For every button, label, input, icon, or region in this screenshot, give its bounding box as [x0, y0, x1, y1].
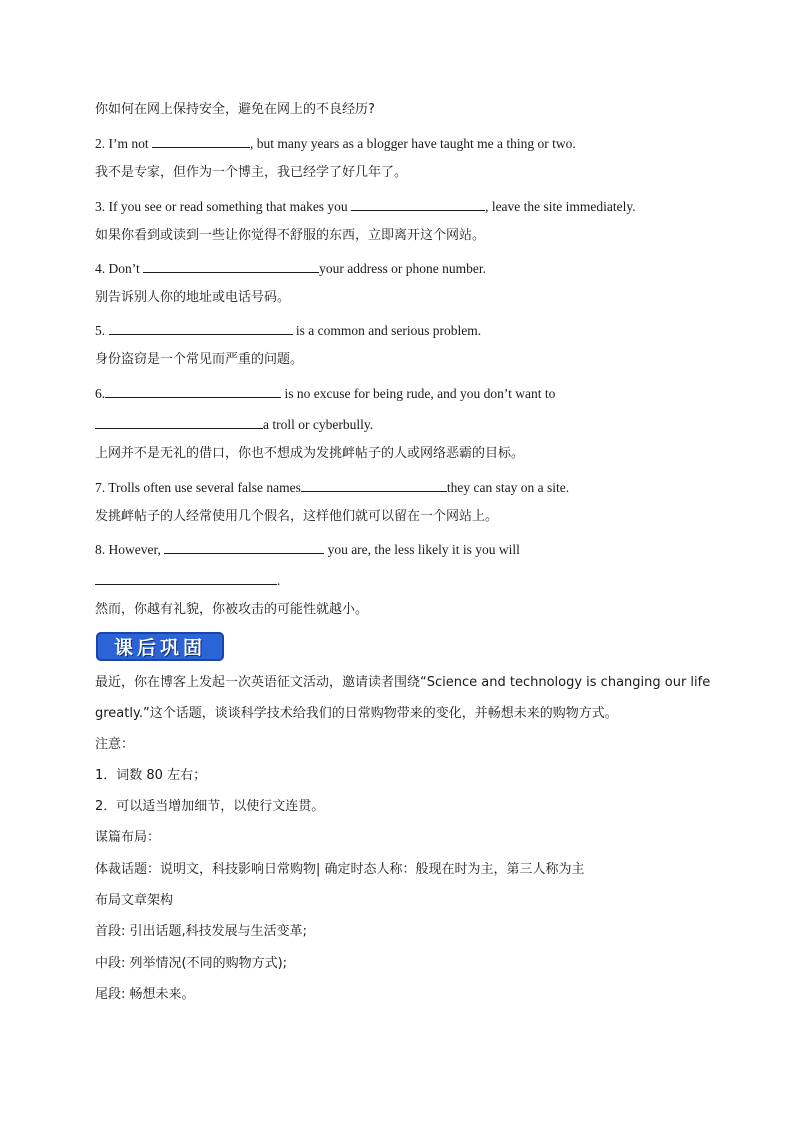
layout-label: 谋篇布局： — [95, 830, 161, 845]
item-6-sentence-line2 — [95, 414, 373, 434]
item-2-translation: 我不是专家，但作为一个博主，我已经学了好几年了。 — [95, 165, 408, 180]
item-number: 2. — [95, 136, 106, 151]
item-8-translation: 然而，你越有礼貌，你被攻击的可能性就越小。 — [95, 602, 369, 617]
item-number: 8. — [95, 542, 106, 557]
task-prompt-line2: greatly.”这个话题，谈谈科学技术给我们的日常购物带来的变化，并畅想未来的购物方式。 — [95, 706, 618, 721]
item-4-sentence — [95, 258, 486, 278]
answer-blank[interactable] — [95, 414, 263, 429]
answer-blank[interactable] — [95, 570, 277, 585]
answer-blank[interactable] — [164, 539, 324, 554]
structure-label: 布局文章架构 — [95, 893, 174, 908]
item-text-after: they can stay on a site. — [446, 480, 570, 495]
item-number: 3. — [95, 199, 106, 214]
note-2: 2．可以适当增加细节，以使行文连贯。 — [95, 799, 325, 814]
paragraph-1-plan: 首段: 引出话题,科技发展与生活变革; — [95, 924, 308, 939]
note-1: 1．词数 80 左右； — [95, 768, 207, 783]
item-text-before: Trolls often use several false names — [108, 480, 301, 495]
item-7-translation: 发挑衅帖子的人经常使用几个假名，这样他们就可以留在一个网站上。 — [95, 509, 499, 524]
answer-blank[interactable] — [301, 477, 447, 492]
item-text-before: However, — [108, 542, 165, 557]
intro-question: 你如何在网上保持安全，避免在网上的不良经历? — [95, 102, 375, 117]
item-text-before: Don’t — [108, 261, 144, 276]
item-6-sentence — [95, 383, 555, 403]
paragraph-3-plan: 尾段: 畅想未来。 — [95, 987, 195, 1002]
item-text-after: you are, the less likely it is you will — [324, 542, 520, 557]
item-8-sentence-line2 — [95, 570, 280, 590]
item-text-after: is a common and serious problem. — [292, 323, 482, 338]
item-5-sentence — [95, 320, 481, 340]
answer-blank[interactable] — [109, 320, 293, 335]
item-3-sentence — [95, 196, 636, 216]
item-8-sentence — [95, 539, 520, 559]
item-number: 4. — [95, 261, 106, 276]
item-3-translation: 如果你看到或读到一些让你觉得不舒服的东西，立即离开这个网站。 — [95, 228, 486, 243]
answer-blank[interactable] — [105, 383, 281, 398]
item-4-translation: 别告诉别人你的地址或电话号码。 — [95, 290, 291, 305]
item-number: 7. — [95, 480, 106, 495]
answer-blank[interactable] — [351, 196, 485, 211]
item-text-after: , leave the site immediately. — [485, 199, 636, 214]
item-text-before: If you see or read something that makes you — [108, 199, 352, 214]
section-title-badge — [96, 632, 224, 661]
item-text-before: I’m not — [108, 136, 152, 151]
item-2-sentence — [95, 133, 576, 153]
item-text-after: is no excuse for being rude, and you don’t want to — [281, 386, 556, 401]
item-number: 5. — [95, 323, 106, 338]
genre-line: 体裁话题：说明文，科技影响日常购物| 确定时态人称：般现在时为主，第三人称为主 — [95, 862, 585, 877]
answer-blank[interactable] — [152, 133, 250, 148]
item-7-sentence — [95, 477, 569, 497]
item-text-after: . — [277, 573, 281, 588]
answer-blank[interactable] — [143, 258, 319, 273]
item-6-translation: 上网并不是无礼的借口，你也不想成为发挑衅帖子的人或网络恶霸的目标。 — [95, 446, 525, 461]
item-number: 6. — [95, 386, 106, 401]
item-5-translation: 身份盗窃是一个常见而严重的问题。 — [95, 352, 304, 367]
item-text-after: your address or phone number. — [319, 261, 486, 276]
paragraph-2-plan: 中段: 列举情况(不同的购物方式); — [95, 956, 288, 971]
section-title: 课后巩固 — [113, 637, 206, 659]
task-prompt-line1: 最近，你在博客上发起一次英语征文活动，邀请读者围绕“Science and technology is changing our life — [95, 675, 711, 690]
notes-label: 注意： — [95, 737, 135, 752]
item-text-after: a troll or cyberbully. — [263, 417, 374, 432]
item-text-after: , but many years as a blogger have taught me a thing or two. — [250, 136, 576, 151]
